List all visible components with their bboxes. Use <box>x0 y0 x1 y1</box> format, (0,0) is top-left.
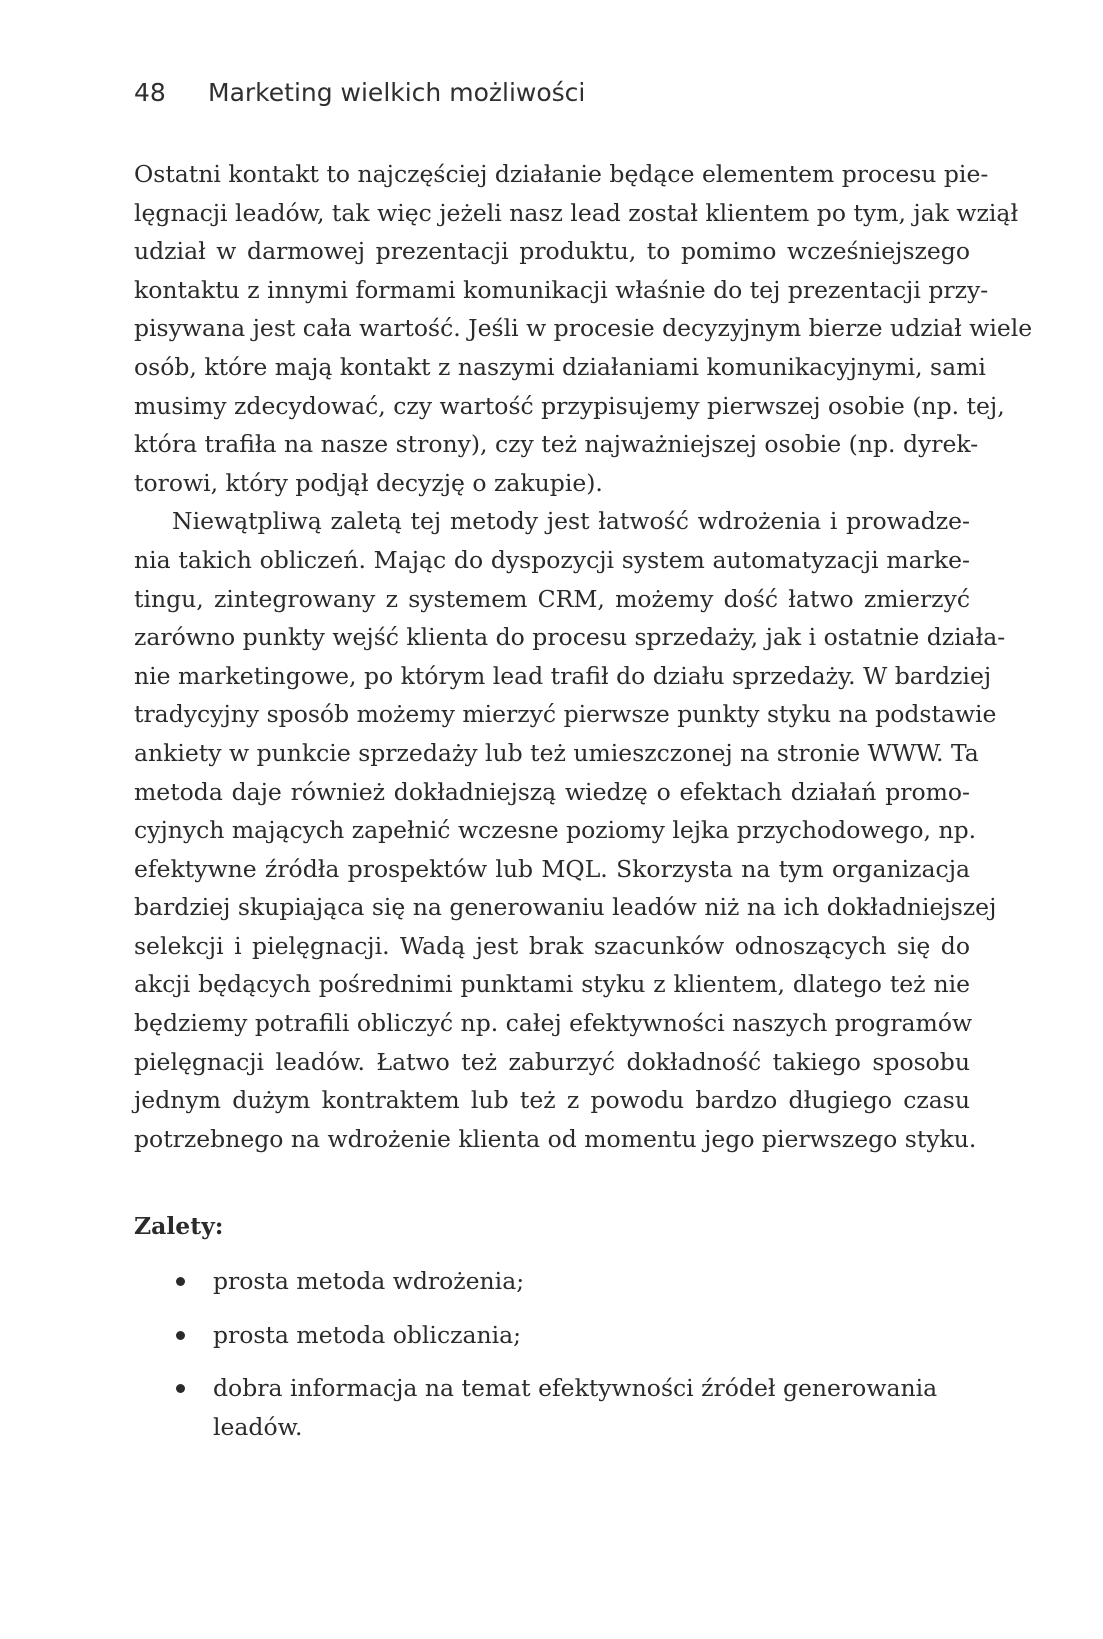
text-line: bardziej skupiająca się na generowaniu leadów niż na ich dokładniejszej <box>134 893 997 922</box>
text-line: pisywana jest cała wartość. Jeśli w procesie decyzyjnym bierze udział wiele <box>134 314 1033 343</box>
text-line: osób, które mają kontakt z naszymi działaniami komunikacyjnymi, sami <box>134 352 986 381</box>
text-line: cyjnych mających zapełnić wczesne poziomy lejka przychodowego, np. <box>134 816 977 845</box>
text-line: tingu, zintegrowany z systemem CRM, możemy dość łatwo zmierzyć <box>134 584 970 613</box>
text-line: musimy zdecydować, czy wartość przypisujemy pierwszej osobie (np. tej, <box>134 391 1005 420</box>
text-line: Niewątpliwą zaletą tej metody jest łatwość wdrożenia i prowadze- <box>172 507 970 536</box>
text-line: pielęgnacji leadów. Łatwo też zaburzyć dokładność takiego sposobu <box>134 1047 970 1076</box>
advantages-list <box>134 1262 970 1461</box>
text-line: nie marketingowe, po którym lead trafił do działu sprzedaży. W bardziej <box>134 661 992 690</box>
list-item-text: dobra informacja na temat efektywności źródeł generowania leadów. <box>213 1374 938 1441</box>
bullet-icon <box>176 1331 185 1340</box>
bullet-icon <box>176 1384 185 1393</box>
text-line: kontaktu z innymi formami komunikacji właśnie do tej prezentacji przy- <box>134 275 989 304</box>
text-line: selekcji i pielęgnacji. Wadą jest brak szacunków odnoszących się do <box>134 931 970 960</box>
text-line: torowi, który podjął decyzję o zakupie). <box>134 468 603 497</box>
list-item-text: prosta metoda wdrożenia; <box>213 1267 525 1295</box>
list-item-text: prosta metoda obliczania; <box>213 1320 522 1349</box>
paragraph-2 <box>134 502 1006 1158</box>
text-line: która trafiła na nasze strony), czy też najważniejszej osobie (np. dyrek- <box>134 430 979 459</box>
text-line: będziemy potrafili obliczyć np. całej efektywności naszych programów <box>134 1009 973 1038</box>
list-item <box>134 1316 970 1355</box>
text-line: zarówno punkty wejść klienta do procesu sprzedaży, jak i ostatnie działa- <box>134 623 1006 652</box>
bullet-icon <box>176 1277 185 1286</box>
text-line: Ostatni kontakt to najczęściej działanie będące elementem procesu pie- <box>134 160 989 188</box>
text-line: ankiety w punkcie sprzedaży lub też umieszczonej na stronie WWW. Ta <box>134 738 979 767</box>
running-header <box>134 78 585 107</box>
advantages-heading: Zalety: <box>134 1212 224 1240</box>
text-line: potrzebnego na wdrożenie klienta od momentu jego pierwszego styku. <box>134 1124 977 1153</box>
text-line: efektywne źródła prospektów lub MQL. Skorzysta na tym organizacja <box>134 854 970 883</box>
text-line: jednym dużym kontraktem lub też z powodu bardzo długiego czasu <box>134 1086 970 1115</box>
text-line: akcji będących pośrednimi punktami styku z klientem, dlatego też nie <box>134 970 970 999</box>
list-item <box>134 1369 970 1446</box>
text-line: lęgnacji leadów, tak więc jeżeli nasz lead został klientem po tym, jak wziął <box>134 198 1019 227</box>
list-item <box>134 1262 970 1301</box>
book-title: Marketing wielkich możliwości <box>208 78 586 107</box>
text-line: udział w darmowej prezentacji produktu, to pomimo wcześniejszego <box>134 237 970 266</box>
paragraph-1 <box>134 155 1033 502</box>
text-line: nia takich obliczeń. Mając do dyspozycji system automatyzacji marke- <box>134 545 970 574</box>
text-line: tradycyjny sposób możemy mierzyć pierwsze punkty styku na podstawie <box>134 700 997 729</box>
body-text <box>134 155 1033 1158</box>
text-line: metoda daje również dokładniejszą wiedzę o efektach działań promo- <box>134 777 970 806</box>
page-number: 48 <box>134 78 166 107</box>
